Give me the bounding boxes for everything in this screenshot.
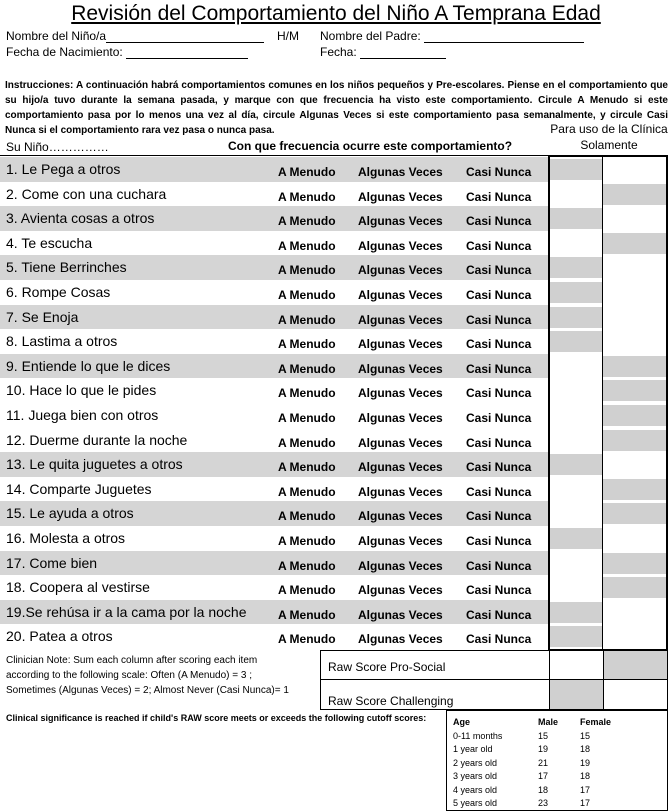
- clinic-cell-left: [550, 208, 602, 229]
- clinic-cell-left: [550, 380, 602, 401]
- option-casi-nunca[interactable]: Casi Nunca: [466, 460, 532, 475]
- frequency-question: Con que frecuencia ocurre este comportamiento?: [228, 139, 513, 153]
- option-algunas-veces[interactable]: Algunas Veces: [358, 632, 443, 647]
- clinic-cell-left: [550, 626, 602, 647]
- behavior-row: [0, 157, 672, 182]
- clinic-cell-right: [603, 503, 666, 524]
- behavior-label: 4. Te escucha: [6, 234, 93, 251]
- behavior-row: [0, 551, 672, 576]
- option-casi-nunca[interactable]: Casi Nunca: [466, 214, 532, 229]
- cutoff-age: 2 years old: [453, 757, 498, 768]
- cutoff-table: [446, 710, 668, 811]
- behavior-label: 20. Patea a otros: [6, 628, 113, 645]
- cutoff-age: 4 years old: [453, 784, 498, 795]
- cutoff-male: 21: [538, 757, 549, 768]
- behavior-label: 12. Duerme durante la noche: [6, 431, 188, 448]
- date-field[interactable]: [320, 45, 446, 59]
- behavior-label: 10. Hace lo que le pides: [6, 382, 157, 399]
- behavior-label: 1. Le Pega a otros: [6, 161, 121, 177]
- clinic-cell-left: [550, 233, 602, 254]
- option-algunas-veces[interactable]: Algunas Veces: [358, 435, 443, 450]
- behavior-row: [0, 403, 672, 428]
- option-a-menudo[interactable]: A Menudo: [278, 238, 336, 253]
- clinic-cell-left: [550, 602, 602, 623]
- behavior-row: [0, 428, 672, 453]
- option-algunas-veces[interactable]: Algunas Veces: [358, 337, 443, 352]
- cutoff-female: 17: [580, 798, 591, 808]
- behavior-row: [0, 600, 672, 625]
- clinic-cell-right: [603, 577, 666, 598]
- behavior-label: 6. Rompe Cosas: [6, 283, 111, 300]
- option-a-menudo[interactable]: A Menudo: [278, 263, 336, 278]
- significance-note: Clinical significance is reached if child's RAW score meets or exceeds the following cutoff scores:: [6, 713, 427, 723]
- clinic-cell-left: [550, 282, 602, 303]
- option-algunas-veces[interactable]: Algunas Veces: [358, 361, 443, 376]
- option-algunas-veces[interactable]: Algunas Veces: [358, 410, 443, 425]
- option-a-menudo[interactable]: A Menudo: [278, 189, 336, 204]
- birth-date-label: Fecha de Nacimiento:: [6, 45, 123, 59]
- option-casi-nunca[interactable]: Casi Nunca: [466, 484, 532, 499]
- option-casi-nunca[interactable]: Casi Nunca: [466, 337, 532, 352]
- raw-score-box: [320, 650, 668, 710]
- behavior-row: [0, 280, 672, 305]
- clinic-cell-right: [603, 257, 666, 278]
- clinic-cell-left: [550, 553, 602, 574]
- option-casi-nunca[interactable]: Casi Nunca: [466, 607, 532, 622]
- option-algunas-veces[interactable]: Algunas Veces: [358, 484, 443, 499]
- cutoff-male: 23: [538, 798, 549, 808]
- clinic-cell-right: [603, 159, 666, 180]
- option-casi-nunca[interactable]: Casi Nunca: [466, 632, 532, 647]
- behavior-row: [0, 206, 672, 231]
- raw-score-divider-v1: [549, 651, 550, 709]
- option-algunas-veces[interactable]: Algunas Veces: [358, 263, 443, 278]
- raw-score-divider-v2: [603, 651, 604, 709]
- raw-score-divider: [321, 679, 667, 680]
- clinic-use-header: Para uso de la Clínica Solamente: [550, 122, 668, 152]
- option-casi-nunca[interactable]: Casi Nunca: [466, 583, 532, 598]
- behavior-label: 11. Juega bien con otros: [6, 406, 159, 423]
- option-a-menudo[interactable]: A Menudo: [278, 287, 336, 302]
- cutoff-age: 3 years old: [453, 771, 498, 782]
- clinic-cell-left: [550, 356, 602, 377]
- clinic-cell-left: [550, 430, 602, 451]
- behavior-row: [0, 231, 672, 256]
- behavior-row: [0, 255, 672, 280]
- clinic-cell-right: [603, 307, 666, 328]
- clinic-cell-right: [603, 454, 666, 475]
- option-a-menudo[interactable]: A Menudo: [278, 583, 336, 598]
- child-name-label: Nombre del Niño/a: [6, 29, 107, 43]
- option-casi-nunca[interactable]: Casi Nunca: [466, 386, 532, 401]
- cutoff-female: 18: [580, 744, 591, 755]
- option-a-menudo[interactable]: A Menudo: [278, 435, 336, 450]
- behavior-row: [0, 329, 672, 354]
- option-a-menudo[interactable]: A Menudo: [278, 558, 336, 573]
- option-a-menudo[interactable]: A Menudo: [278, 337, 336, 352]
- raw-challenging-shaded-cell: [550, 680, 603, 709]
- option-casi-nunca[interactable]: Casi Nunca: [466, 410, 532, 425]
- option-casi-nunca[interactable]: Casi Nunca: [466, 558, 532, 573]
- option-casi-nunca[interactable]: Casi Nunca: [466, 238, 532, 253]
- child-name-field[interactable]: [6, 29, 264, 43]
- cutoff-age: 1 year old: [453, 744, 493, 755]
- behavior-row: [0, 501, 672, 526]
- behavior-label: 13. Le quita juguetes a otros: [6, 456, 183, 473]
- clinic-cell-left: [550, 577, 602, 598]
- behavior-row: [0, 575, 672, 600]
- su-nino-label: Su Niño……………: [6, 140, 109, 154]
- option-casi-nunca[interactable]: Casi Nunca: [466, 165, 532, 179]
- clinic-cell-right: [603, 626, 666, 647]
- option-algunas-veces[interactable]: Algunas Veces: [358, 583, 443, 598]
- form-title: Revisión del Comportamiento del Niño A Temprana Edad: [71, 2, 601, 25]
- behavior-row: [0, 354, 672, 379]
- option-a-menudo[interactable]: A Menudo: [278, 607, 336, 622]
- cutoff-female: 15: [580, 731, 591, 741]
- behavior-label: 14. Comparte Juguetes: [6, 480, 152, 497]
- cutoff-female: 19: [580, 757, 591, 768]
- instructions-text: Instrucciones: A continuación habrá comportamientos comunes en los niños pequeños y Pre-escolares. Piense en el comportamiento que su hijo/a tuvo durante la semana pasada, y marque con que frecuencia ha visto este comportamiento. Circule A Menudo si este comportamiento pasa por lo menos una vez al día, circule Algunas Veces si este comportamiento pasa semanalmente, y circule Casi Nunca si el comportamiento rara vez pasa o nunca pasa.: [5, 80, 668, 136]
- cutoff-age: 0-11 months: [453, 731, 503, 741]
- option-algunas-veces[interactable]: Algunas Veces: [358, 460, 443, 475]
- clinic-cell-right: [603, 479, 666, 500]
- behavior-label: 8. Lastima a otros: [6, 333, 118, 350]
- clinic-cell-left: [550, 454, 602, 475]
- option-algunas-veces[interactable]: Algunas Veces: [358, 558, 443, 573]
- cutoff-male: 19: [538, 744, 549, 755]
- behavior-row: [0, 378, 672, 403]
- clinic-cell-left: [550, 159, 602, 180]
- behavior-row: [0, 182, 672, 207]
- raw-pro-social-shaded-cell: [604, 651, 667, 679]
- clinic-cell-right: [603, 405, 666, 426]
- option-casi-nunca[interactable]: Casi Nunca: [466, 533, 532, 548]
- cutoff-female: 17: [580, 784, 591, 795]
- clinic-cell-left: [550, 307, 602, 328]
- clinic-cell-right: [603, 208, 666, 229]
- clinician-note: Clinician Note: Sum each column after scoring each item according to the following scale: Often (A Menudo) = 3 ; Sometimes (Algunas Veces) = 2; Almost Never (Casi Nunca)= 1: [6, 655, 289, 696]
- parent-name-label: Nombre del Padre:: [320, 29, 421, 43]
- clinic-cell-left: [550, 528, 602, 549]
- date-label: Fecha:: [320, 45, 357, 59]
- clinic-cell-right: [603, 528, 666, 549]
- option-casi-nunca[interactable]: Casi Nunca: [466, 287, 532, 302]
- clinic-cell-right: [603, 430, 666, 451]
- option-a-menudo[interactable]: A Menudo: [278, 533, 336, 548]
- clinic-cell-right: [603, 331, 666, 352]
- option-casi-nunca[interactable]: Casi Nunca: [466, 263, 532, 278]
- raw-score-pro-social-label: Raw Score Pro-Social: [328, 660, 446, 674]
- gender-label: H/M: [277, 29, 299, 43]
- option-algunas-veces[interactable]: Algunas Veces: [358, 312, 443, 327]
- option-a-menudo[interactable]: A Menudo: [278, 410, 336, 425]
- behavior-label: 9. Entiende lo que le dices: [6, 357, 171, 374]
- behavior-label: 17. Come bien: [6, 554, 98, 571]
- option-casi-nunca[interactable]: Casi Nunca: [466, 435, 532, 450]
- behavior-row: [0, 452, 672, 477]
- cutoff-male: 18: [538, 784, 549, 795]
- clinic-cell-left: [550, 405, 602, 426]
- option-a-menudo[interactable]: A Menudo: [278, 312, 336, 327]
- option-a-menudo[interactable]: A Menudo: [278, 632, 336, 647]
- option-casi-nunca[interactable]: Casi Nunca: [466, 509, 532, 524]
- clinic-cell-right: [603, 602, 666, 623]
- clinic-cell-left: [550, 503, 602, 524]
- option-casi-nunca[interactable]: Casi Nunca: [466, 361, 532, 376]
- clinic-cell-right: [603, 184, 666, 205]
- clinic-cell-right: [603, 380, 666, 401]
- option-a-menudo[interactable]: A Menudo: [278, 361, 336, 376]
- behavior-list: [0, 157, 672, 649]
- option-algunas-veces[interactable]: Algunas Veces: [358, 189, 443, 204]
- option-algunas-veces[interactable]: Algunas Veces: [358, 287, 443, 302]
- behavior-label: 18. Coopera al vestirse: [6, 579, 150, 596]
- cutoff-header-male: Male: [538, 717, 559, 727]
- cutoff-header-female: Female: [580, 717, 612, 727]
- clinic-cell-right: [603, 233, 666, 254]
- option-algunas-veces[interactable]: Algunas Veces: [358, 509, 443, 524]
- cutoff-age: 5 years old: [453, 798, 498, 808]
- cutoff-header-age: Age: [453, 717, 471, 727]
- clinic-cell-left: [550, 479, 602, 500]
- clinic-cell-left: [550, 331, 602, 352]
- option-algunas-veces[interactable]: Algunas Veces: [358, 533, 443, 548]
- option-algunas-veces[interactable]: Algunas Veces: [358, 165, 443, 179]
- option-casi-nunca[interactable]: Casi Nunca: [466, 312, 532, 327]
- behavior-label: 3. Avienta cosas a otros: [6, 210, 155, 227]
- option-algunas-veces[interactable]: Algunas Veces: [358, 238, 443, 253]
- behavior-label: 16. Molesta a otros: [6, 529, 126, 546]
- behavior-row: [0, 305, 672, 330]
- option-a-menudo[interactable]: A Menudo: [278, 460, 336, 475]
- cutoff-male: 17: [538, 771, 549, 782]
- cutoff-male: 15: [538, 731, 549, 741]
- option-a-menudo[interactable]: A Menudo: [278, 386, 336, 401]
- behavior-row: [0, 526, 672, 551]
- option-a-menudo[interactable]: A Menudo: [278, 214, 336, 229]
- header-divider: [0, 155, 550, 156]
- cutoff-female: 18: [580, 771, 591, 782]
- clinic-cell-right: [603, 356, 666, 377]
- behavior-label: 15. Le ayuda a otros: [6, 505, 134, 522]
- option-a-menudo[interactable]: A Menudo: [278, 509, 336, 524]
- clinic-column-divider: [602, 157, 603, 649]
- behavior-label: 19.Se rehúsa ir a la cama por la noche: [6, 603, 247, 620]
- option-algunas-veces[interactable]: Algunas Veces: [358, 214, 443, 229]
- behavior-row: [0, 624, 672, 649]
- option-casi-nunca[interactable]: Casi Nunca: [466, 189, 532, 204]
- option-algunas-veces[interactable]: Algunas Veces: [358, 607, 443, 622]
- birth-date-field[interactable]: [6, 45, 248, 59]
- behavior-label: 2. Come con una cuchara: [6, 185, 167, 202]
- clinic-cell-left: [550, 184, 602, 205]
- clinic-cell-left: [550, 257, 602, 278]
- option-a-menudo[interactable]: A Menudo: [278, 484, 336, 499]
- option-a-menudo[interactable]: A Menudo: [278, 165, 336, 179]
- raw-score-challenging-label: Raw Score Challenging: [328, 694, 454, 708]
- option-algunas-veces[interactable]: Algunas Veces: [358, 386, 443, 401]
- behavior-row: [0, 477, 672, 502]
- clinic-cell-right: [603, 282, 666, 303]
- behavior-label: 5. Tiene Berrinches: [6, 259, 127, 276]
- clinic-cell-right: [603, 553, 666, 574]
- behavior-label: 7. Se Enoja: [6, 308, 79, 325]
- parent-name-field[interactable]: [320, 29, 584, 43]
